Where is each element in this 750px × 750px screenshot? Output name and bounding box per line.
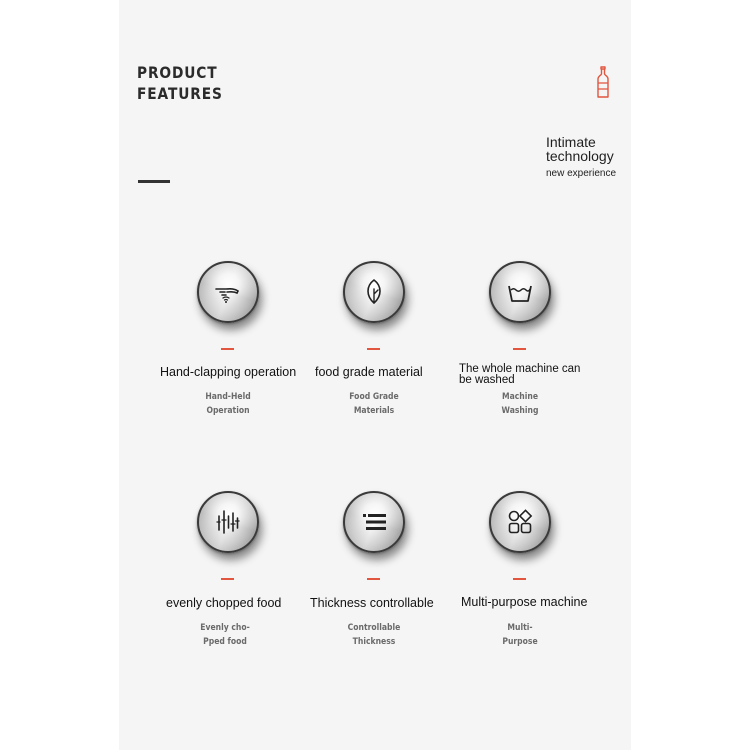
subtitle-line-1: Food Grade bbox=[349, 392, 399, 402]
wash-basin-icon bbox=[504, 276, 536, 308]
knob-button bbox=[343, 261, 405, 323]
tagline bbox=[546, 135, 616, 180]
feature-label: Multi-purpose machine bbox=[461, 595, 588, 609]
tagline-sub: new experience bbox=[546, 168, 617, 179]
page-title bbox=[137, 62, 223, 104]
title-line-1: PRODUCT bbox=[137, 63, 218, 82]
subtitle-line-2: Operation bbox=[206, 406, 250, 416]
accent-dash bbox=[513, 348, 526, 350]
knob-button bbox=[197, 261, 259, 323]
accent-dash bbox=[367, 348, 380, 350]
feature-subtitle bbox=[191, 621, 259, 649]
subtitle-line-1: Hand-Held bbox=[205, 392, 251, 402]
subtitle-line-2: Washing bbox=[501, 406, 539, 416]
tagline-line-1: Intimate bbox=[546, 134, 596, 150]
subtitle-line-1: Machine bbox=[501, 392, 539, 402]
feature-label: evenly chopped food bbox=[166, 596, 282, 610]
thickness-icon bbox=[358, 506, 390, 538]
feature-subtitle bbox=[486, 621, 554, 649]
accent-dash bbox=[221, 578, 234, 580]
subtitle-line-2: Materials bbox=[353, 406, 395, 416]
leaf-icon bbox=[358, 276, 390, 308]
feature-subtitle bbox=[340, 390, 408, 418]
accent-dash bbox=[221, 348, 234, 350]
feature-label: food grade material bbox=[315, 365, 423, 379]
knob-button bbox=[489, 261, 551, 323]
tagline-line-2: technology bbox=[546, 148, 614, 164]
feature-label: Hand-clapping operation bbox=[160, 365, 297, 379]
feature-subtitle bbox=[486, 390, 554, 418]
knob-button bbox=[489, 491, 551, 553]
chopped-lines-icon bbox=[212, 506, 244, 538]
subtitle-line-1: Evenly cho- bbox=[200, 623, 250, 633]
subtitle-line-1: Controllable bbox=[347, 623, 401, 633]
accent-dash bbox=[513, 578, 526, 580]
knob-button bbox=[343, 491, 405, 553]
title-underline bbox=[138, 180, 170, 183]
multi-purpose-icon bbox=[504, 506, 536, 538]
title-line-2: FEATURES bbox=[137, 84, 223, 103]
subtitle-line-2: Purpose bbox=[502, 637, 538, 647]
bottle-icon bbox=[595, 66, 611, 98]
accent-dash bbox=[367, 578, 380, 580]
subtitle-line-2: Pped food bbox=[203, 637, 247, 647]
feature-subtitle bbox=[194, 390, 262, 418]
feature-label: Thickness controllable bbox=[310, 596, 434, 610]
subtitle-line-2: Thickness bbox=[352, 637, 396, 647]
subtitle-line-1: Multi- bbox=[507, 623, 533, 633]
feature-label: The whole machine can be washed bbox=[459, 363, 581, 386]
knob-button bbox=[197, 491, 259, 553]
hand-icon bbox=[212, 276, 244, 308]
feature-subtitle bbox=[340, 621, 408, 649]
